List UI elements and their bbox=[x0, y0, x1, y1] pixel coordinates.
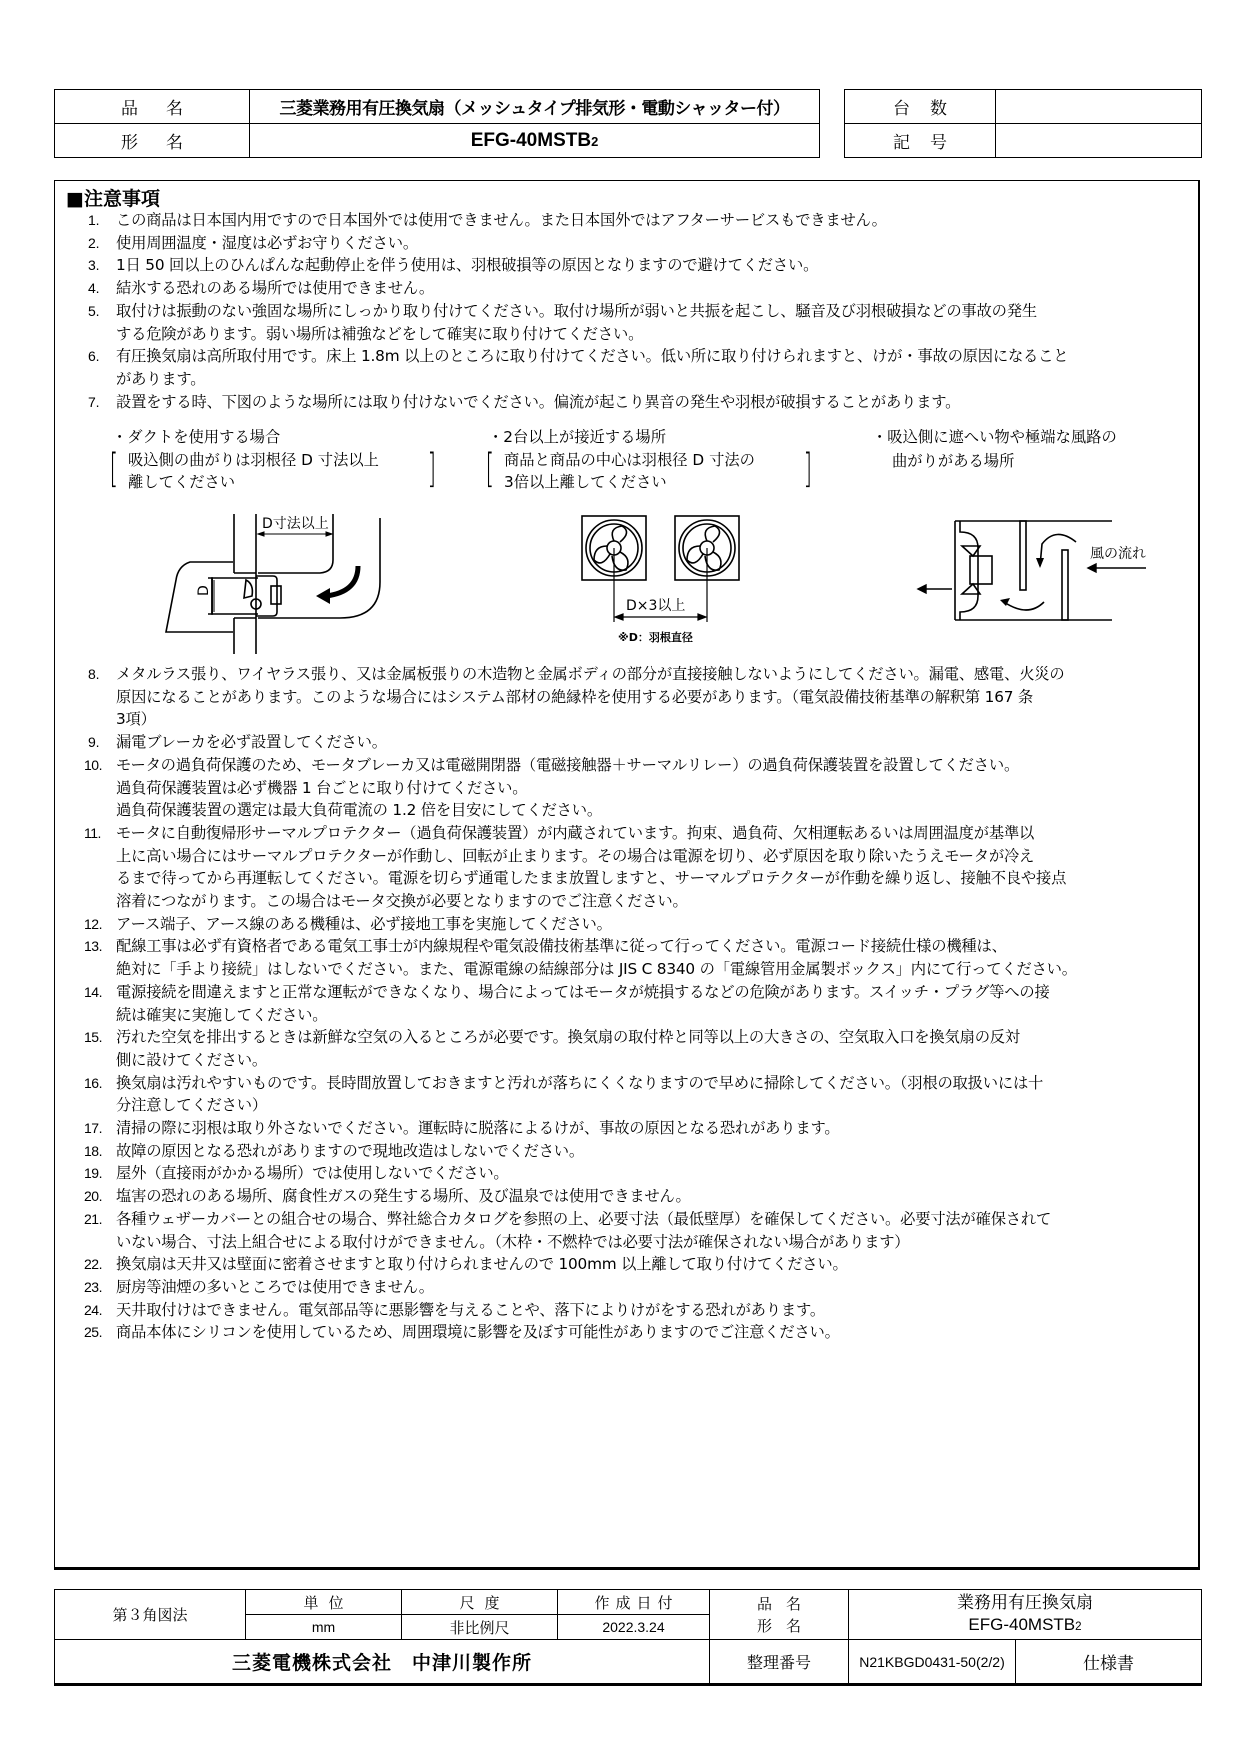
note-number: 5. bbox=[88, 302, 100, 319]
bracket-text: 3倍以上離してください bbox=[504, 473, 667, 491]
product-model-labels bbox=[710, 1590, 849, 1640]
ref-value: N21KBGD0431-50(2/2) bbox=[849, 1640, 1016, 1685]
note-text: 原因になることがあります。このような場合にはシステム部材の絶縁枠を使用する必要があります。（電気設備技術基準の解釈第 167 条 bbox=[116, 687, 1034, 706]
note-number: 15. bbox=[84, 1029, 102, 1046]
model-value bbox=[849, 1614, 1201, 1638]
note-number: 23. bbox=[84, 1278, 102, 1295]
bracket-text: 離してください bbox=[128, 473, 236, 491]
note-text: 溶着につながります。この場合はモータ交換が必要となりますのでご注意ください。 bbox=[116, 892, 688, 911]
note-text: 漏電ブレーカを必ず設置してください。 bbox=[116, 733, 387, 752]
model-main: EFG-40MSTB bbox=[470, 129, 592, 151]
company-name: 三菱電機株式会社 中津川製作所 bbox=[55, 1640, 710, 1685]
note-number: 3. bbox=[88, 257, 100, 274]
note-text: 側に設けてください。 bbox=[116, 1050, 267, 1069]
note-text: 厨房等油煙の多いところでは使用できません。 bbox=[116, 1277, 434, 1296]
note-text: いない場合、寸法上組合せによる取付けができません。（木枠・不燃枠では必要寸法が確保されない場合があります） bbox=[116, 1232, 910, 1251]
note-item bbox=[84, 1026, 1184, 1071]
bracket-text: 吸込側の曲がりは羽根径 D 寸法以上 bbox=[128, 451, 379, 469]
note-text: 換気扇は天井又は壁面に密着させますと取り付けられませんので 100mm 以上離して取り付けてください。 bbox=[116, 1255, 848, 1274]
note-text: 1日 50 回以上のひんぱんな起動停止を伴う使用は、羽根破損等の原因となりますので避けてください。 bbox=[116, 256, 819, 275]
note-number: 8. bbox=[88, 666, 100, 682]
note-item bbox=[84, 1162, 1184, 1185]
bracket-left: [ bbox=[109, 446, 119, 492]
symbol-label: 記号 bbox=[845, 124, 996, 158]
note-text: この商品は日本国内用ですので日本国外では使用できません。また日本国外ではアフターサービスもできません。 bbox=[116, 211, 887, 229]
note-text: メタルラス張り、ワイヤラス張り、又は金属板張りの木造物と金属ボディの部分が直接接触しないようにしてください。漏電、感電、火災の bbox=[116, 665, 1065, 683]
note-text: 分注意してください） bbox=[116, 1096, 267, 1115]
note-number: 18. bbox=[84, 1142, 102, 1159]
figure-obstacle-label: ・吸込側に遮へい物や極端な風路の bbox=[872, 428, 1117, 446]
bracket-right: ] bbox=[427, 446, 437, 492]
note-number: 25. bbox=[84, 1324, 102, 1341]
note-item bbox=[84, 209, 1184, 232]
note-text: 故障の原因となる恐れがありますので現地改造はしないでください。 bbox=[116, 1141, 585, 1160]
note-item bbox=[84, 277, 1184, 300]
note-number: 14. bbox=[84, 983, 102, 1000]
note-text: 取付けは振動のない強固な場所にしっかり取り付けてください。取付け場所が弱いと共振を起こし、騒音及び羽根破損などの事故の発生 bbox=[116, 301, 1037, 320]
figure-multiple-label: ・2台以上が接近する場所 bbox=[488, 428, 666, 446]
note-text: モータの過負荷保護のため、モータブレーカ又は電磁開閉器（電磁接触器＋サーマルリレー）の過負荷保護装置を設置してください。 bbox=[116, 755, 1020, 774]
symbol-value bbox=[996, 124, 1202, 158]
model-value bbox=[250, 124, 820, 158]
bracket-text: 商品と商品の中心は羽根径 D 寸法の bbox=[504, 451, 755, 469]
note-text: 商品本体にシリコンを使用しているため、周囲環境に影響を及ぼす可能性がありますのでご注意ください。 bbox=[116, 1323, 840, 1342]
note-item bbox=[84, 300, 1184, 345]
obstacle-diagram bbox=[890, 500, 1180, 630]
note-number: 11. bbox=[84, 824, 101, 841]
note-text: 続は確実に実施してください。 bbox=[116, 1005, 328, 1024]
header-right-table bbox=[844, 89, 1202, 158]
flow-label: 風の流れ bbox=[1090, 546, 1146, 562]
dim-3d-label: D×3以上 bbox=[626, 598, 686, 614]
note-text: 過負荷保護装置の選定は最大負荷電流の 1.2 倍を目安にしてください。 bbox=[116, 801, 602, 820]
note-text: 汚れた空気を排出するときは新鮮な空気の入るところが必要です。換気扇の取付枠と同等以上の大きさの、空気取入口を換気扇の反対 bbox=[116, 1028, 1020, 1047]
note-text: 換気扇は汚れやすいものです。長時間放置しておきますと汚れが落ちにくくなりますので早めに掃除してください。（羽根の取扱いには十 bbox=[116, 1073, 1044, 1092]
note-item bbox=[84, 822, 1184, 913]
note-item bbox=[84, 731, 1184, 754]
note-number: 24. bbox=[84, 1301, 102, 1318]
note-item bbox=[84, 1253, 1184, 1276]
note-text: 屋外（直接雨がかかる場所）では使用しないでください。 bbox=[116, 1164, 509, 1183]
doc-type: 仕様書 bbox=[1016, 1640, 1202, 1685]
header-table bbox=[54, 89, 820, 158]
note-item bbox=[84, 1276, 1184, 1299]
note-text: 3項） bbox=[116, 710, 156, 729]
dim-top-label: D寸法以上 bbox=[262, 516, 329, 532]
note-number: 21. bbox=[84, 1210, 102, 1227]
quantity-label: 台数 bbox=[845, 90, 996, 124]
bracket-right: ] bbox=[803, 446, 813, 492]
note-text: 絶対に「手より接続」はしないでください。また、電源電線の結線部分は JIS C 8340 の「電線管用金属製ボックス」内にて行ってください。 bbox=[116, 960, 1077, 979]
note-item bbox=[84, 1072, 1184, 1117]
note-item bbox=[84, 754, 1184, 822]
model-sub: 2 bbox=[591, 133, 599, 149]
note-text: 上に高い場合にはサーマルプロテクターが作動し、回転が止まります。その場合は電源を切り、必ず原因を取り除いたうえモータが冷え bbox=[116, 846, 1035, 865]
note-text: 過負荷保護装置は必ず機器 1 台ごとに取り付けてください。 bbox=[116, 778, 528, 797]
dim-side-label: D bbox=[196, 585, 212, 596]
ref-label: 整理番号 bbox=[710, 1640, 849, 1685]
note-number: 19. bbox=[84, 1165, 102, 1182]
note-number: 12. bbox=[84, 915, 102, 932]
notes-list-bottom bbox=[84, 663, 1184, 1344]
notes-list-top bbox=[84, 209, 1184, 413]
date-label: 作成日付 bbox=[558, 1590, 710, 1615]
unit-label: 単位 bbox=[246, 1590, 402, 1615]
note-number: 6. bbox=[88, 348, 100, 365]
note-item bbox=[84, 1117, 1184, 1140]
figure-duct-label: ・ダクトを使用する場合 bbox=[112, 428, 281, 446]
note-item bbox=[84, 913, 1184, 936]
note-number: 2. bbox=[88, 234, 100, 251]
note-number: 16. bbox=[84, 1074, 102, 1091]
note-number: 17. bbox=[84, 1120, 102, 1137]
note-text: 塩害の恐れのある場所、腐食性ガスの発生する場所、及び温泉では使用できません。 bbox=[116, 1187, 691, 1206]
duct-diagram bbox=[140, 500, 440, 660]
note-item bbox=[84, 1208, 1184, 1253]
model-sub: 2 bbox=[1075, 1620, 1082, 1633]
footer-table bbox=[54, 1589, 1202, 1686]
note-number: 1. bbox=[88, 212, 100, 228]
figure-obstacle-label-2: 曲がりがある場所 bbox=[892, 452, 1015, 470]
note-item bbox=[84, 232, 1184, 255]
note-item bbox=[84, 345, 1184, 390]
note-item bbox=[84, 1140, 1184, 1163]
date-value: 2022.3.24 bbox=[558, 1615, 710, 1640]
model-main: EFG-40MSTB bbox=[968, 1614, 1076, 1634]
product-name-value: 三菱業務用有圧換気扇（メッシュタイプ排気形・電動シャッター付） bbox=[250, 90, 820, 124]
product-name-label: 品名 bbox=[756, 1594, 815, 1613]
note-text: があります。 bbox=[116, 369, 206, 388]
model-label: 形名 bbox=[756, 1616, 815, 1635]
note-text: する危険があります。弱い場所は補強などをして確実に取り付けてください。 bbox=[116, 324, 644, 343]
note-text: 使用周囲温度・湿度は必ずお守りください。 bbox=[116, 233, 418, 252]
note-text: 清掃の際に羽根は取り外さないでください。運転時に脱落によるけが、事故の原因となる恐れがあります。 bbox=[116, 1119, 840, 1138]
product-name-label: 品名 bbox=[55, 90, 250, 124]
note-number: 9. bbox=[88, 734, 100, 751]
note-item bbox=[84, 935, 1184, 980]
quantity-value bbox=[996, 90, 1202, 124]
note-text: 各種ウェザーカバーとの組合せの場合、弊社総合カタログを参照の上、必要寸法（最低壁厚）を確保してください。必要寸法が確保されて bbox=[116, 1209, 1052, 1228]
note-number: 7. bbox=[88, 393, 100, 410]
note-item bbox=[84, 1299, 1184, 1322]
product-name-value: 業務用有圧換気扇 bbox=[957, 1592, 1093, 1613]
note-text: 配線工事は必ず有資格者である電気工事士が内線規程や電気設備技術基準に従って行ってください。電源コード接続仕様の機種は、 bbox=[116, 937, 1007, 956]
note-item bbox=[84, 981, 1184, 1026]
blade-diameter-note: ※D：羽根直径 bbox=[618, 631, 693, 644]
note-number: 4. bbox=[88, 280, 100, 297]
note-text: 有圧換気扇は高所取付用です。床上 1.8m 以上のところに取り付けてください。低い所に取り付けられますと、けが・事故の原因になること bbox=[116, 347, 1069, 366]
section-title: ■注意事項 bbox=[66, 188, 160, 210]
note-text: 天井取付けはできません。電気部品等に悪影響を与えることや、落下によりけがをする恐れがあります。 bbox=[116, 1300, 825, 1319]
note-number: 10. bbox=[84, 756, 102, 773]
note-number: 22. bbox=[84, 1256, 102, 1273]
model-label: 形名 bbox=[55, 124, 250, 158]
note-text: 電源接続を間違えますと正常な運転ができなくなり、場合によってはモータが焼損するなどの危険があります。スイッチ・プラグ等への接 bbox=[116, 982, 1050, 1001]
bracket-left: [ bbox=[485, 446, 495, 492]
note-text: アース端子、アース線のある機種は、必ず接地工事を実施してください。 bbox=[116, 914, 612, 933]
note-text: るまで待ってから再運転してください。電源を切らず通電したまま放置しますと、サーマルプロテクターが作動を繰り返し、接触不良や接点 bbox=[116, 869, 1067, 888]
note-item bbox=[84, 254, 1184, 277]
note-text: 設置をする時、下図のような場所には取り付けないでください。偏流が起こり異音の発生や羽根が破損することがあります。 bbox=[116, 392, 961, 411]
figure-duct-bracket bbox=[109, 446, 442, 495]
multiple-fans-diagram bbox=[560, 500, 760, 650]
note-item bbox=[84, 1321, 1184, 1344]
unit-value: mm bbox=[246, 1615, 402, 1640]
note-text: モータに自動復帰形サーマルプロテクター（過負荷保護装置）が内蔵されています。拘束、過負荷、欠相運転あるいは周囲温度が基準以 bbox=[116, 823, 1035, 842]
scale-value: 非比例尺 bbox=[402, 1615, 558, 1640]
note-item bbox=[84, 391, 1184, 414]
note-item bbox=[84, 1185, 1184, 1208]
product-model-values bbox=[849, 1590, 1202, 1640]
figure-multiple-bracket bbox=[485, 446, 818, 495]
scale-label: 尺度 bbox=[402, 1590, 558, 1615]
note-number: 20. bbox=[84, 1188, 102, 1205]
note-number: 13. bbox=[84, 938, 102, 955]
note-item bbox=[84, 663, 1184, 731]
projection-method: 第３角図法 bbox=[55, 1590, 246, 1640]
note-text: 結氷する恐れのある場所では使用できません。 bbox=[116, 279, 434, 298]
